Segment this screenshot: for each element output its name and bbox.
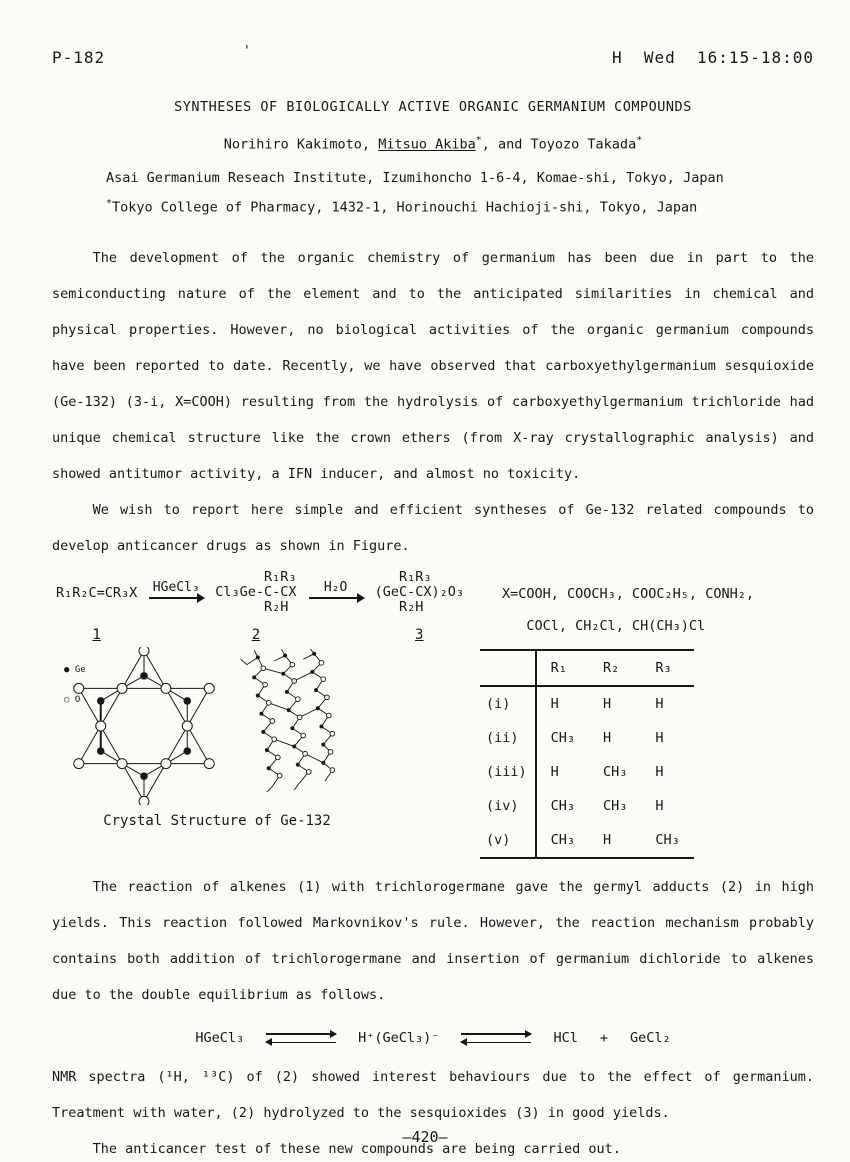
- affiliation-1: Asai Germanium Reseach Institute, Izumihoncho 1-6-4, Komae-shi, Tokyo, Japan: [106, 169, 724, 186]
- author-3-affiliation-marker: *: [636, 135, 643, 146]
- affiliation-2-marker: *: [106, 197, 113, 209]
- compound-1-formula: R₁R₂C=CR₃X: [56, 584, 138, 601]
- table-row: [480, 755, 694, 789]
- page-number: —420—: [402, 1128, 448, 1146]
- paper-title: SYNTHESES OF BIOLOGICALLY ACTIVE ORGANIC GERMANIUM COMPOUNDS: [174, 99, 692, 115]
- compound-3-top-substituents: R₁R₃: [374, 569, 432, 585]
- cell-r2: H: [603, 832, 612, 848]
- author-3: , and Toyozo Takada: [481, 136, 637, 153]
- reaction-arrow-1: [149, 580, 203, 605]
- o-dot-icon: ○: [64, 695, 70, 705]
- figure-images: [52, 647, 452, 809]
- hexagram-structure-wrap: [64, 647, 220, 809]
- compound-3-bottom-substituents: R₂H: [374, 599, 424, 615]
- x-substituent-list: [502, 578, 814, 642]
- x-substituents-line-1: X=COOH, COOCH₃, COOC₂H₅, CONH₂,: [502, 586, 754, 602]
- substituent-table-wrap: [480, 649, 694, 859]
- paragraph-purpose: We wish to report here simple and efficient syntheses of Ge-132 related compounds to develop anticancer drugs as shown in Figure.: [52, 502, 814, 554]
- equation-term-ionpair: H⁺(GeCl₃)⁻: [358, 1030, 440, 1046]
- compound-number-1: 1: [92, 627, 101, 643]
- page-header: [52, 48, 814, 67]
- row-label: (v): [480, 823, 536, 858]
- cell-r2: H: [603, 730, 612, 746]
- crystal-structure-figure: [52, 647, 452, 859]
- reaction-scheme: [56, 570, 464, 643]
- equation-term-hgecl3: HGeCl₃: [195, 1030, 245, 1046]
- lattice-structure-svg: [236, 647, 336, 795]
- table-row: [480, 686, 694, 721]
- reagent-label-h2o: H₂O: [323, 580, 348, 595]
- x-substituents-line-2: COCl, CH₂Cl, CH(CH₃)Cl: [526, 618, 706, 634]
- author-2-presenting: Mitsuo Akiba: [378, 136, 476, 153]
- compound-3-structure: [375, 570, 464, 615]
- compound-2-top-substituents: R₁R₃: [215, 569, 297, 585]
- cell-r1: CH₃: [550, 798, 576, 814]
- row-label: (iv): [480, 789, 536, 823]
- cell-r2: H: [603, 696, 612, 712]
- legend-ge-label: Ge: [74, 665, 86, 675]
- equilibrium-equation: [52, 1023, 814, 1053]
- equilibrium-arrow-icon: [266, 1031, 336, 1045]
- cell-r1: CH₃: [550, 832, 576, 848]
- cell-r3: H: [655, 798, 664, 814]
- reaction-arrow-2: [309, 580, 363, 605]
- table-header-row: [480, 650, 694, 686]
- cell-r2: CH₃: [603, 764, 628, 780]
- paragraph-introduction: The development of the organic chemistry of germanium has been due in part to the semiconducting nature of the element and to the anticipated similarities in chemical and physical properties. However, no biological activities of the organic germanium compounds have been reported to date. Recently, we have observed that carboxyethylgermanium sesquioxide (Ge-132) (3-i, X=COOH) resulting from the hydrolysis of carboxyethylgermanium trichloride had unique chemical structure like the crown ethers (from X-ray crystallographic analysis) and showed antitumor activity, a IFN inducer, and almost no toxicity.: [52, 250, 814, 482]
- paper-number: P-182: [52, 48, 106, 67]
- paragraph-nmr: NMR spectra (¹H, ¹³C) of (2) showed interest behaviours due to the effect of germanium. Treatment with water, (2) hydrolyzed to the sesquioxides (3) in good yields.: [52, 1069, 814, 1121]
- author-1: Norihiro Kakimoto,: [223, 136, 379, 153]
- table-header-blank: [480, 650, 536, 686]
- affiliation-2-text: Tokyo College of Pharmacy, 1432-1, Horinouchi Hachioji-shi, Tokyo, Japan: [112, 199, 698, 215]
- author-line: [52, 135, 814, 153]
- figure-and-table-row: [52, 647, 814, 859]
- row-label: (iii): [480, 755, 536, 789]
- paragraph-reaction-discussion: The reaction of alkenes (1) with trichlorogermane gave the germyl adducts (2) in high yields. This reaction followed Markovnikov's rule. However, the reaction mechanism probably contains both addition of trichlorogermane and insertion of germanium dichloride to alkenes due to the double equilibrium as follows.: [52, 879, 814, 1003]
- right-arrow-icon: [149, 597, 203, 599]
- table-header-r1: R₁: [550, 660, 567, 676]
- reagent-label-hgecl3: HGeCl₃: [152, 580, 200, 595]
- table-header-r3: R₃: [655, 660, 672, 676]
- figure-legend: [64, 645, 129, 725]
- cell-r1: H: [550, 696, 559, 712]
- legend-o-row: [64, 695, 129, 705]
- figure-caption: Crystal Structure of Ge-132: [103, 813, 331, 829]
- equation-plus-sign: +: [599, 1030, 608, 1046]
- table-header-r2: R₂: [603, 660, 620, 676]
- affiliations: [106, 165, 814, 221]
- compound-number-3: 3: [415, 627, 424, 643]
- equation-term-hcl: HCl: [553, 1030, 578, 1046]
- cell-r3: H: [655, 696, 664, 712]
- compound-3-backbone: (GeC-CX)₂O₃: [374, 584, 464, 600]
- author-2-affiliation-marker: *: [475, 135, 482, 146]
- table-row: [480, 789, 694, 823]
- cell-r1: H: [550, 764, 559, 780]
- session-time: H Wed 16:15-18:00: [611, 48, 814, 67]
- cell-r2: CH₃: [603, 798, 628, 814]
- equation-term-gecl2: GeCl₂: [629, 1030, 671, 1046]
- cell-r1: CH₃: [550, 730, 576, 746]
- cell-r3: H: [655, 764, 664, 780]
- compound-2-backbone: Cl₃Ge-C-CX: [215, 584, 297, 600]
- reaction-scheme-row: [52, 570, 814, 643]
- cell-r3: CH₃: [655, 832, 680, 848]
- compound-2-bottom-substituents: R₂H: [215, 599, 289, 615]
- legend-ge-row: [64, 665, 129, 675]
- legend-o-label: O: [74, 695, 81, 705]
- table-row: [480, 721, 694, 755]
- equilibrium-arrow-icon: [461, 1031, 531, 1045]
- row-label: (ii): [480, 721, 536, 755]
- row-label: (i): [480, 686, 536, 721]
- affiliation-2: [106, 191, 814, 221]
- right-arrow-icon: [309, 597, 363, 599]
- compound-number-2: 2: [251, 627, 261, 643]
- substituent-table: [480, 649, 694, 859]
- cell-r3: H: [655, 730, 664, 746]
- compound-2-structure: [215, 570, 296, 615]
- paragraph-anticancer-test: The anticancer test of these new compounds are being carried out.: [92, 1141, 621, 1157]
- table-row: [480, 823, 694, 858]
- scan-artifact-mark: ': [243, 44, 251, 59]
- ge-dot-icon: ●: [64, 665, 70, 675]
